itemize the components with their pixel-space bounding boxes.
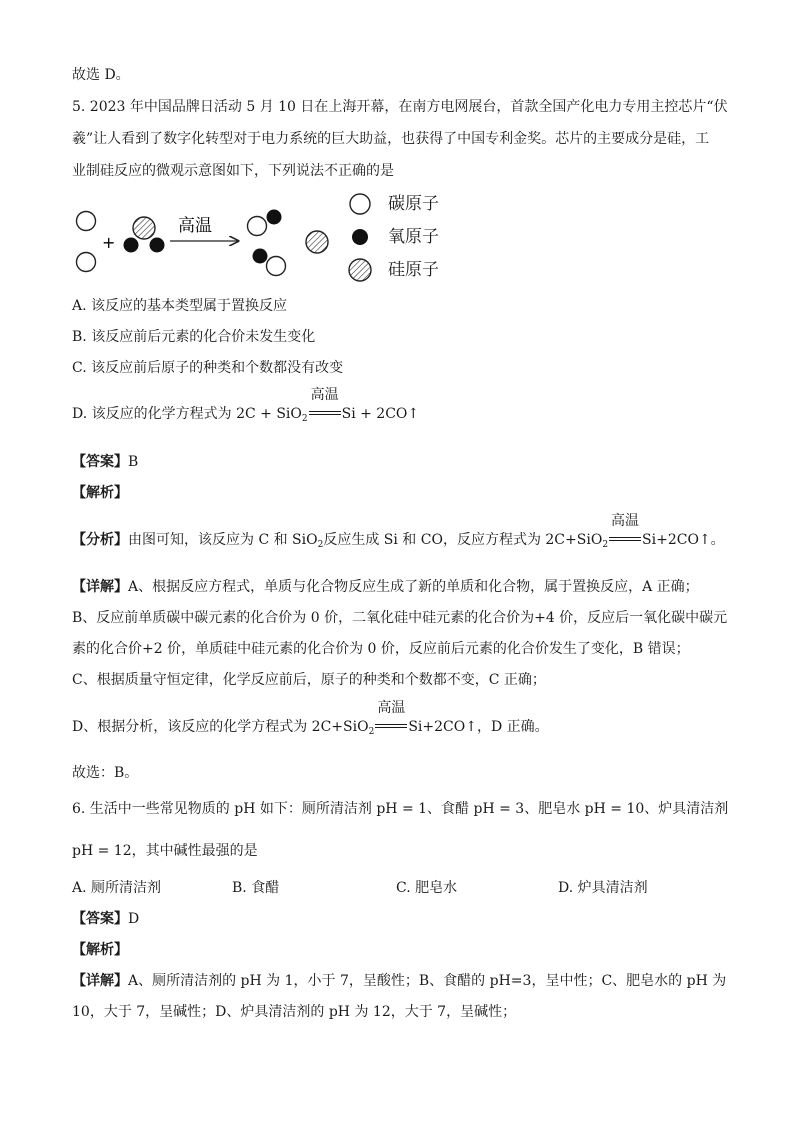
sio2-oxygen-atom-1 [124,238,139,253]
q5-stem-line-1: 5. 2023 年中国品牌日活动 5 月 10 日在上海开幕，在南方电网展台，首款全国产化电力专用主控芯片“伏 [72,99,728,115]
q5-detail-b-line-2: 素的化合价+2 价，单质硅中硅元素的化合价为 0 价，反应前后元素的化合价发生了变化，B 错误； [72,641,690,657]
arrow-label-high-temp: 高温 [178,216,212,236]
equation-condition: 高温 [309,405,341,423]
q5-analysis-label: 【解析】 [72,485,128,501]
q6-detail-line-1: 【详解】A、厕所清洁剂的 pH 为 1，小于 7，呈酸性；B、食醋的 pH=3，呈中性；C、肥皂水的 pH 为 [72,973,727,989]
q6-stem-line-2: pH = 12，其中碱性最强的是 [72,843,258,859]
q5-detail-b-line-1: B、反应前单质碳中碳元素的化合价为 0 价，二氧化硅中硅元素的化合价为+4 价，反应后一氧化碳中碳元 [72,610,728,626]
q6-detail-line-2: 10，大于 7，呈碱性；D、炉具清洁剂的 pH 为 12，大于 7，呈碱性； [72,1004,517,1020]
legend-oxygen-icon [352,229,368,245]
q5-stem-line-2: 羲”让人看到了数字化转型对于电力系统的巨大助益，也获得了中国专利金奖。芯片的主要成分是硅，工 [72,131,710,147]
q5-option-a: A. 该反应的基本类型属于置换反应 [72,298,288,314]
q5-fenxi: 【分析】由图可知，该反应为 C 和 SiO$_2$反应生成 Si 和 CO，反应方程式为 2C+SiO$_2$ 高温 Si+2CO↑。 [72,513,725,550]
legend-silicon-icon [349,259,371,281]
sio2-oxygen-atom-2 [150,238,165,253]
q5-option-b: B. 该反应前后元素的化合价未发生变化 [72,329,316,345]
co-carbon-atom-2 [267,257,286,276]
q6-answer: 【答案】D [72,911,140,927]
q6-option-a: A. 厕所清洁剂 [72,880,162,896]
q5-detail-a: 【详解】A、根据反应方程式，单质与化合物反应生成了新的单质和化合物，属于置换反应，A 正确； [72,579,699,595]
q6-option-b: B. 食醋 [232,880,280,896]
reaction-diagram [60,190,360,290]
reactant-carbon-atom-1 [77,212,96,231]
reactant-carbon-atom-2 [77,253,96,272]
sio2-silicon-atom [133,217,155,239]
q6-stem-line-1: 6. 生活中一些常见物质的 pH 如下：厕所清洁剂 pH = 1、食醋 pH = 3、肥皂水 pH = 10、炉具清洁剂 [72,801,729,817]
q6-option-d: D. 炉具清洁剂 [558,880,648,896]
legend-oxygen-label: 氧原子 [388,227,439,247]
q6-option-c: C. 肥皂水 [396,880,458,896]
plus-sign: + [102,233,116,252]
prev-conclusion: 故选 D。 [72,67,130,83]
q5-stem-line-3: 业制硅反应的微观示意图如下，下列说法不正确的是 [72,163,394,179]
q5-option-d: D. 该反应的化学方程式为 2C + SiO$_2$ 高温 Si + 2CO↑ [72,387,420,424]
legend-carbon-icon [350,194,370,214]
co-oxygen-atom-2 [253,249,268,264]
legend-silicon-label: 硅原子 [388,260,439,280]
q5-answer: 【答案】B [72,454,139,470]
q5-conclusion: 故选：B。 [72,765,139,781]
legend-symbols [345,190,375,290]
legend-carbon-label: 碳原子 [388,194,439,214]
detail-equation-condition: 高温 [375,718,407,736]
fenxi-equation-condition: 高温 [609,531,641,549]
q5-option-c: C. 该反应前后原子的种类和个数都没有改变 [72,360,344,376]
product-silicon-atom [306,231,328,253]
co-carbon-atom-1 [248,217,267,236]
q6-analysis-label: 【解析】 [72,942,128,958]
q5-detail-d: D、根据分析，该反应的化学方程式为 2C+SiO$_2$ 高温 Si+2CO↑，D 正确。 [72,700,549,737]
q5-detail-c: C、根据质量守恒定律，化学反应前后，原子的种类和个数都不变，C 正确； [72,672,546,688]
co-oxygen-atom-1 [267,210,282,225]
